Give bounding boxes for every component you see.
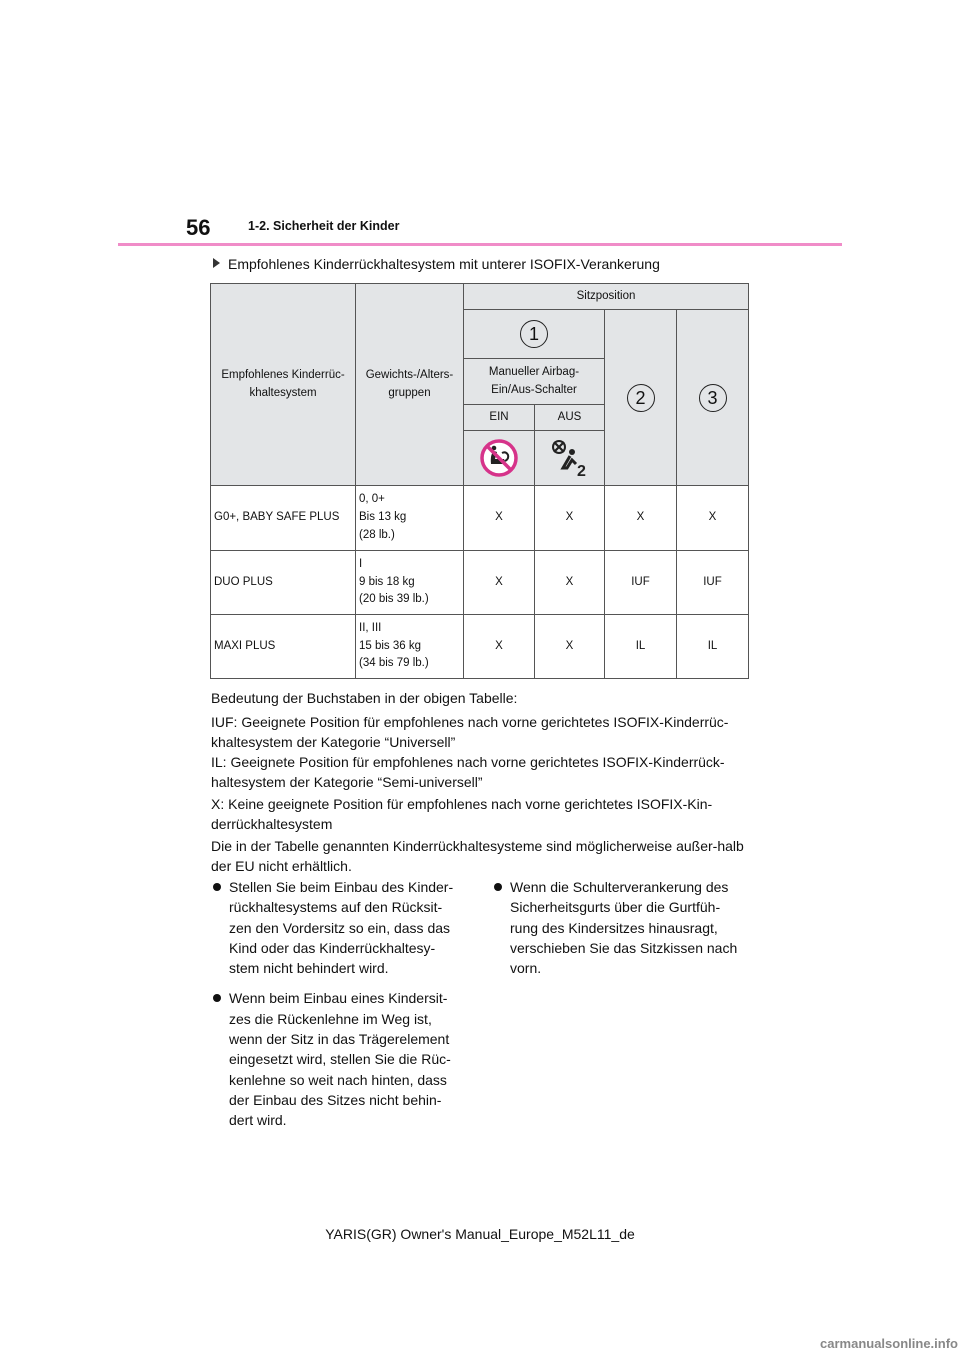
airbag-off-icon: [550, 438, 590, 478]
legend-iuf: IUF: Geeignete Position für empfohlenes nach vorne gerichtetes ISOFIX-Kinderrüc-khaltesystem der Kategorie “Universell”: [211, 714, 729, 751]
row-2-pos2: IUF: [604, 550, 677, 615]
row-3-aus: X: [534, 614, 605, 679]
header-col-system-line1: Empfohlenes Kinderrüc-: [221, 368, 345, 381]
bullet-dot-icon: [494, 883, 502, 891]
header-ein: EIN: [463, 404, 535, 431]
section-title: 1-2. Sicherheit der Kinder: [248, 219, 400, 233]
row-3-group-line1: II, III: [359, 621, 382, 634]
row-3-group-line3: (34 bis 79 lb.): [359, 657, 429, 670]
row-2-pos3: IUF: [676, 550, 749, 615]
watermark: carmanualsonline.info: [820, 1336, 958, 1351]
page-footer: YARIS(GR) Owner's Manual_Europe_M52L11_de: [325, 1226, 635, 1242]
position-3-label: 3: [707, 387, 718, 408]
position-2-icon: [627, 384, 655, 412]
isofix-table: [210, 283, 749, 679]
bullet-item: [492, 877, 742, 978]
bullet-column-left: [211, 877, 461, 1141]
row-2-aus: X: [534, 550, 605, 615]
row-3-pos3: IL: [676, 614, 749, 679]
child-seat-prohibited-icon: [480, 439, 518, 477]
row-2-ein: X: [463, 550, 535, 615]
position-2-label: 2: [635, 387, 646, 408]
row-1-group-line2: Bis 13 kg: [359, 511, 407, 524]
airbag-switch-line2: Ein/Aus-Schalter: [491, 383, 577, 396]
header-icon-ein: [463, 430, 535, 486]
header-col-system: [210, 283, 356, 486]
row-3-system: MAXI PLUS: [210, 614, 356, 679]
bullet-text: Wenn beim Einbau eines Kindersit-zes die Rückenlehne im Weg ist, wenn der Sitz in das Trägerelement eingesetzt wird, stellen Sie die Rüc-kenlehne so weit nach hinten, dass der Einbau des Sitzes nicht behin-dert wird.: [229, 990, 451, 1129]
position-1-label: 1: [528, 324, 539, 344]
row-2-group-line1: I: [359, 557, 363, 570]
row-1-system: G0+, BABY SAFE PLUS: [210, 485, 356, 551]
row-1-group-line1: 0, 0+: [359, 493, 385, 506]
header-col-system-line2: khaltesystem: [249, 386, 317, 399]
table-heading: [213, 256, 660, 272]
airbag-switch-line1: Manueller Airbag-: [488, 365, 580, 378]
row-3-group: [355, 614, 464, 679]
legend-intro: Bedeutung der Buchstaben in der obigen Tabelle:: [211, 690, 518, 706]
row-1-aus: X: [534, 485, 605, 551]
legend-il: IL: Geeignete Position für empfohlenes nach vorne gerichtetes ISOFIX-Kinderrück-haltesystem der Kategorie “Semi-universell”: [211, 754, 725, 791]
position-1-icon: [520, 320, 548, 348]
header-position-1: [463, 309, 605, 359]
header-aus: AUS: [534, 404, 605, 431]
row-2-group-line2: 9 bis 18 kg: [359, 575, 415, 588]
svg-text:2: 2: [576, 463, 586, 478]
bullet-dot-icon: [213, 883, 221, 891]
position-3-icon: [699, 384, 727, 412]
row-1-pos3: X: [676, 485, 749, 551]
triangle-icon: [213, 258, 220, 268]
header-icon-aus: [534, 430, 605, 486]
bullet-text: Wenn die Schulterverankerung des Sicherheitsgurts über die Gurtfüh-rung des Kindersitzes hinausragt, verschieben Sie das Sitzkissen nach vorn.: [510, 879, 738, 977]
bullet-text: Stellen Sie beim Einbau des Kinder-rückhaltesystems auf den Rücksit-zen den Vordersitz so ein, dass das Kind oder das Kinderrückhaltesy-stem nicht behindert wird.: [229, 879, 454, 977]
row-1-ein: X: [463, 485, 535, 551]
header-col-group: [355, 283, 464, 486]
header-sitzposition: Sitzposition: [463, 283, 749, 310]
row-1-group-line3: (28 lb.): [359, 528, 395, 541]
table-heading-text: Empfohlenes Kinderrückhaltesystem mit unterer ISOFIX-Verankerung: [228, 256, 660, 272]
bullet-item: [211, 988, 461, 1130]
row-2-group-line3: (20 bis 39 lb.): [359, 593, 429, 606]
row-1-pos2: X: [604, 485, 677, 551]
legend-eu: Die in der Tabelle genannten Kinderrückhaltesysteme sind möglicherweise außer-halb der EU nicht erhältlich.: [211, 838, 744, 875]
bullet-column-right: [492, 877, 742, 988]
row-1-group: [355, 485, 464, 551]
page-number: 56: [186, 215, 211, 240]
row-3-pos2: IL: [604, 614, 677, 679]
header-col-group-line1: Gewichts-/Alters-: [365, 368, 454, 381]
bullet-dot-icon: [213, 994, 221, 1002]
legend-x: X: Keine geeignete Position für empfohlenes nach vorne gerichtetes ISOFIX-Kin-derrückhaltesystem: [211, 796, 713, 833]
header-position-3: [676, 309, 749, 486]
row-3-group-line2: 15 bis 36 kg: [359, 639, 422, 652]
row-2-group: [355, 550, 464, 615]
header-airbag-switch: [463, 358, 605, 405]
row-2-system: DUO PLUS: [210, 550, 356, 615]
bullet-item: [211, 877, 461, 978]
header-rule: [118, 243, 842, 246]
header-col-group-line2: gruppen: [388, 386, 431, 399]
row-3-ein: X: [463, 614, 535, 679]
header-position-2: [604, 309, 677, 486]
